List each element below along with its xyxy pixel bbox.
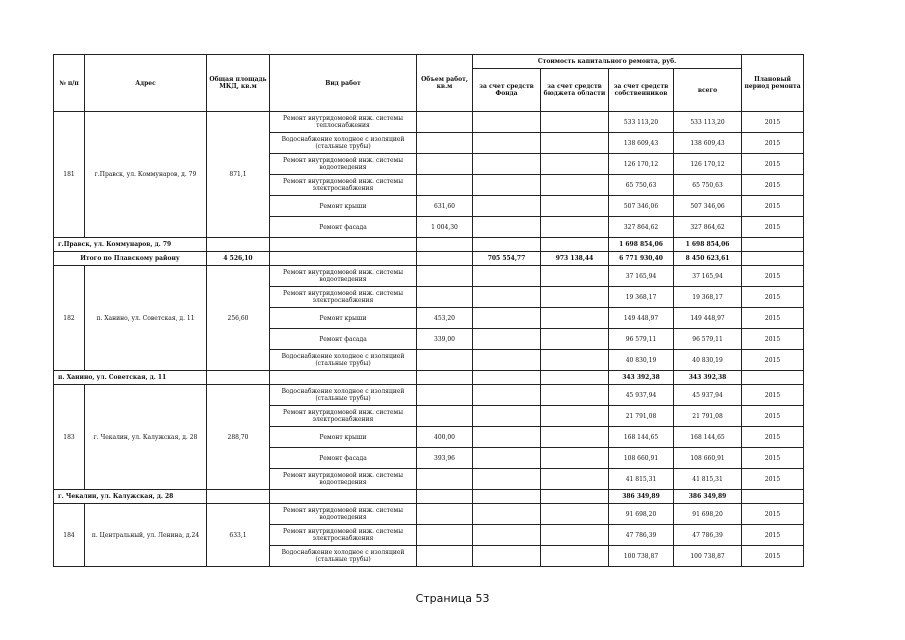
subtotal-volume-cell (417, 490, 473, 504)
budget-cell (541, 546, 609, 567)
fund-cell (473, 525, 541, 546)
subtotal-total: 343 392,38 (674, 371, 742, 385)
volume-cell (417, 546, 473, 567)
header-volume: Объем работ, кв.м (417, 55, 473, 112)
fund-cell (473, 546, 541, 567)
total-cell: 168 144,65 (674, 427, 742, 448)
fund-cell (473, 154, 541, 175)
total-cell: 149 448,97 (674, 308, 742, 329)
subtotal-budget-cell (541, 238, 609, 252)
header-address: Адрес (85, 55, 207, 112)
volume-cell (417, 350, 473, 371)
period-cell: 2015 (742, 133, 804, 154)
owners-cell: 40 830,19 (609, 350, 674, 371)
district-total-owners: 6 771 930,40 (609, 252, 674, 266)
budget-cell (541, 406, 609, 427)
subtotal-label: п. Ханино, ул. Советская, д. 11 (54, 371, 207, 385)
district-total-budget: 973 138,44 (541, 252, 609, 266)
volume-cell (417, 504, 473, 525)
subtotal-volume-cell (417, 238, 473, 252)
subtotal-period-cell (742, 490, 804, 504)
fund-cell (473, 504, 541, 525)
subtotal-work-cell (270, 238, 417, 252)
owners-cell: 45 937,94 (609, 385, 674, 406)
period-cell: 2015 (742, 427, 804, 448)
volume-cell: 631,60 (417, 196, 473, 217)
budget-cell (541, 154, 609, 175)
fund-cell (473, 175, 541, 196)
work-type-cell: Ремонт фасада (270, 329, 417, 350)
header-total: всего (674, 69, 742, 112)
fund-cell (473, 217, 541, 238)
total-cell: 100 738,87 (674, 546, 742, 567)
period-cell: 2015 (742, 504, 804, 525)
period-cell: 2015 (742, 112, 804, 133)
work-type-cell: Ремонт крыши (270, 308, 417, 329)
work-type-cell: Ремонт крыши (270, 427, 417, 448)
volume-cell: 339,00 (417, 329, 473, 350)
period-cell: 2015 (742, 196, 804, 217)
total-cell: 47 786,39 (674, 525, 742, 546)
volume-cell (417, 133, 473, 154)
total-cell: 40 830,19 (674, 350, 742, 371)
budget-cell (541, 525, 609, 546)
owners-cell: 21 791,08 (609, 406, 674, 427)
fund-cell (473, 308, 541, 329)
work-type-cell: Ремонт внутридомовой инж. системы водоотведения (270, 469, 417, 490)
fund-cell (473, 196, 541, 217)
district-total-period-cell (742, 252, 804, 266)
owners-cell: 168 144,65 (609, 427, 674, 448)
table-row (54, 385, 804, 406)
table-row (54, 504, 804, 525)
fund-cell (473, 406, 541, 427)
subtotal-row (54, 238, 804, 252)
subtotal-row (54, 371, 804, 385)
period-cell: 2015 (742, 469, 804, 490)
owners-cell: 91 698,20 (609, 504, 674, 525)
budget-cell (541, 308, 609, 329)
work-type-cell: Ремонт внутридомовой инж. системы электроснабжения (270, 287, 417, 308)
header-owners: за счет средств собственников (609, 69, 674, 112)
period-cell: 2015 (742, 154, 804, 175)
work-type-cell: Водоснабжение холодное с изоляцией (стальные трубы) (270, 133, 417, 154)
total-cell: 533 113,20 (674, 112, 742, 133)
area-cell: 288,70 (207, 385, 270, 490)
total-cell: 507 346,06 (674, 196, 742, 217)
owners-cell: 100 738,87 (609, 546, 674, 567)
volume-cell (417, 469, 473, 490)
work-type-cell: Ремонт внутридомовой инж. системы электроснабжения (270, 175, 417, 196)
budget-cell (541, 133, 609, 154)
district-total-area: 4 526,10 (207, 252, 270, 266)
fund-cell (473, 448, 541, 469)
table-row (54, 266, 804, 287)
address-cell: г.Правск, ул. Коммунаров, д. 79 (85, 112, 207, 238)
fund-cell (473, 469, 541, 490)
subtotal-owners: 386 349,89 (609, 490, 674, 504)
work-type-cell: Ремонт внутридомовой инж. системы электроснабжения (270, 525, 417, 546)
period-cell: 2015 (742, 175, 804, 196)
subtotal-area-cell (207, 371, 270, 385)
period-cell: 2015 (742, 350, 804, 371)
work-type-cell: Ремонт внутридомовой инж. системы водоотведения (270, 266, 417, 287)
owners-cell: 126 170,12 (609, 154, 674, 175)
work-type-cell: Ремонт фасада (270, 448, 417, 469)
total-cell: 108 660,91 (674, 448, 742, 469)
subtotal-row (54, 490, 804, 504)
capital-repair-table (53, 54, 804, 567)
total-cell: 327 864,62 (674, 217, 742, 238)
budget-cell (541, 469, 609, 490)
period-cell: 2015 (742, 525, 804, 546)
subtotal-budget-cell (541, 371, 609, 385)
header-area: Общая площадь МКД, кв.м (207, 55, 270, 112)
area-cell: 256,60 (207, 266, 270, 371)
total-cell: 19 368,17 (674, 287, 742, 308)
period-cell: 2015 (742, 406, 804, 427)
budget-cell (541, 175, 609, 196)
district-total-fund: 705 554,77 (473, 252, 541, 266)
owners-cell: 108 660,91 (609, 448, 674, 469)
row-number: 182 (54, 266, 85, 371)
subtotal-period-cell (742, 371, 804, 385)
total-cell: 65 750,63 (674, 175, 742, 196)
subtotal-work-cell (270, 371, 417, 385)
period-cell: 2015 (742, 329, 804, 350)
total-cell: 91 698,20 (674, 504, 742, 525)
budget-cell (541, 217, 609, 238)
work-type-cell: Ремонт фасада (270, 217, 417, 238)
district-total-work-cell (270, 252, 417, 266)
total-cell: 21 791,08 (674, 406, 742, 427)
volume-cell (417, 175, 473, 196)
fund-cell (473, 350, 541, 371)
owners-cell: 37 165,94 (609, 266, 674, 287)
work-type-cell: Ремонт внутридомовой инж. системы электроснабжения (270, 406, 417, 427)
subtotal-period-cell (742, 238, 804, 252)
subtotal-fund-cell (473, 371, 541, 385)
fund-cell (473, 133, 541, 154)
subtotal-work-cell (270, 490, 417, 504)
row-number: 181 (54, 112, 85, 238)
subtotal-owners: 343 392,38 (609, 371, 674, 385)
volume-cell: 1 004,30 (417, 217, 473, 238)
volume-cell (417, 406, 473, 427)
budget-cell (541, 385, 609, 406)
work-type-cell: Водоснабжение холодное с изоляцией (стальные трубы) (270, 350, 417, 371)
header-period: Плановый период ремонта (742, 55, 804, 112)
volume-cell: 393,96 (417, 448, 473, 469)
fund-cell (473, 329, 541, 350)
total-cell: 37 165,94 (674, 266, 742, 287)
owners-cell: 327 864,62 (609, 217, 674, 238)
total-cell: 138 609,43 (674, 133, 742, 154)
fund-cell (473, 287, 541, 308)
budget-cell (541, 329, 609, 350)
fund-cell (473, 385, 541, 406)
total-cell: 96 579,11 (674, 329, 742, 350)
work-type-cell: Ремонт внутридомовой инж. системы водоотведения (270, 504, 417, 525)
budget-cell (541, 448, 609, 469)
header-num: № п/п (54, 55, 85, 112)
district-total-label: Итого по Плавскому району (54, 252, 207, 266)
owners-cell: 19 368,17 (609, 287, 674, 308)
period-cell: 2015 (742, 217, 804, 238)
owners-cell: 65 750,63 (609, 175, 674, 196)
subtotal-label: г. Чекалин, ул. Калужская, д. 28 (54, 490, 207, 504)
work-type-cell: Ремонт внутридомовой инж. системы водоотведения (270, 154, 417, 175)
header-budget: за счет средств бюджета области (541, 69, 609, 112)
work-type-cell: Ремонт крыши (270, 196, 417, 217)
volume-cell (417, 525, 473, 546)
subtotal-label: г.Правск, ул. Коммунаров, д. 79 (54, 238, 207, 252)
header-cost-group: Стоимость капитального ремонта, руб. (473, 55, 742, 69)
area-cell: 871,1 (207, 112, 270, 238)
subtotal-budget-cell (541, 490, 609, 504)
area-cell: 633,1 (207, 504, 270, 567)
owners-cell: 47 786,39 (609, 525, 674, 546)
budget-cell (541, 112, 609, 133)
period-cell: 2015 (742, 308, 804, 329)
volume-cell (417, 154, 473, 175)
owners-cell: 138 609,43 (609, 133, 674, 154)
subtotal-area-cell (207, 238, 270, 252)
budget-cell (541, 196, 609, 217)
subtotal-area-cell (207, 490, 270, 504)
period-cell: 2015 (742, 448, 804, 469)
owners-cell: 96 579,11 (609, 329, 674, 350)
district-total-volume-cell (417, 252, 473, 266)
address-cell: г. Чекалин, ул. Калужская, д. 28 (85, 385, 207, 490)
total-cell: 41 815,31 (674, 469, 742, 490)
owners-cell: 507 346,06 (609, 196, 674, 217)
table-row (54, 112, 804, 133)
address-cell: п. Центральный, ул. Ленина, д.24 (85, 504, 207, 567)
header-fund: за счет средств Фонда (473, 69, 541, 112)
period-cell: 2015 (742, 266, 804, 287)
page-number: Страница 53 (415, 592, 490, 605)
district-total-row (54, 252, 804, 266)
subtotal-fund-cell (473, 238, 541, 252)
district-total-total: 8 450 623,61 (674, 252, 742, 266)
volume-cell: 453,20 (417, 308, 473, 329)
total-cell: 45 937,94 (674, 385, 742, 406)
subtotal-owners: 1 698 854,06 (609, 238, 674, 252)
period-cell: 2015 (742, 546, 804, 567)
budget-cell (541, 266, 609, 287)
volume-cell (417, 112, 473, 133)
subtotal-volume-cell (417, 371, 473, 385)
period-cell: 2015 (742, 287, 804, 308)
budget-cell (541, 350, 609, 371)
address-cell: п. Ханино, ул. Советская, д. 11 (85, 266, 207, 371)
volume-cell: 400,00 (417, 427, 473, 448)
volume-cell (417, 385, 473, 406)
fund-cell (473, 427, 541, 448)
total-cell: 126 170,12 (674, 154, 742, 175)
subtotal-total: 1 698 854,06 (674, 238, 742, 252)
fund-cell (473, 112, 541, 133)
work-type-cell: Водоснабжение холодное с изоляцией (стальные трубы) (270, 546, 417, 567)
row-number: 184 (54, 504, 85, 567)
budget-cell (541, 287, 609, 308)
budget-cell (541, 504, 609, 525)
owners-cell: 41 815,31 (609, 469, 674, 490)
period-cell: 2015 (742, 385, 804, 406)
header-work: Вид работ (270, 55, 417, 112)
subtotal-total: 386 349,89 (674, 490, 742, 504)
volume-cell (417, 266, 473, 287)
subtotal-fund-cell (473, 490, 541, 504)
budget-cell (541, 427, 609, 448)
fund-cell (473, 266, 541, 287)
row-number: 183 (54, 385, 85, 490)
work-type-cell: Водоснабжение холодное с изоляцией (стальные трубы) (270, 385, 417, 406)
owners-cell: 149 448,97 (609, 308, 674, 329)
owners-cell: 533 113,20 (609, 112, 674, 133)
work-type-cell: Ремонт внутридомовой инж. системы теплоснабжения (270, 112, 417, 133)
volume-cell (417, 287, 473, 308)
